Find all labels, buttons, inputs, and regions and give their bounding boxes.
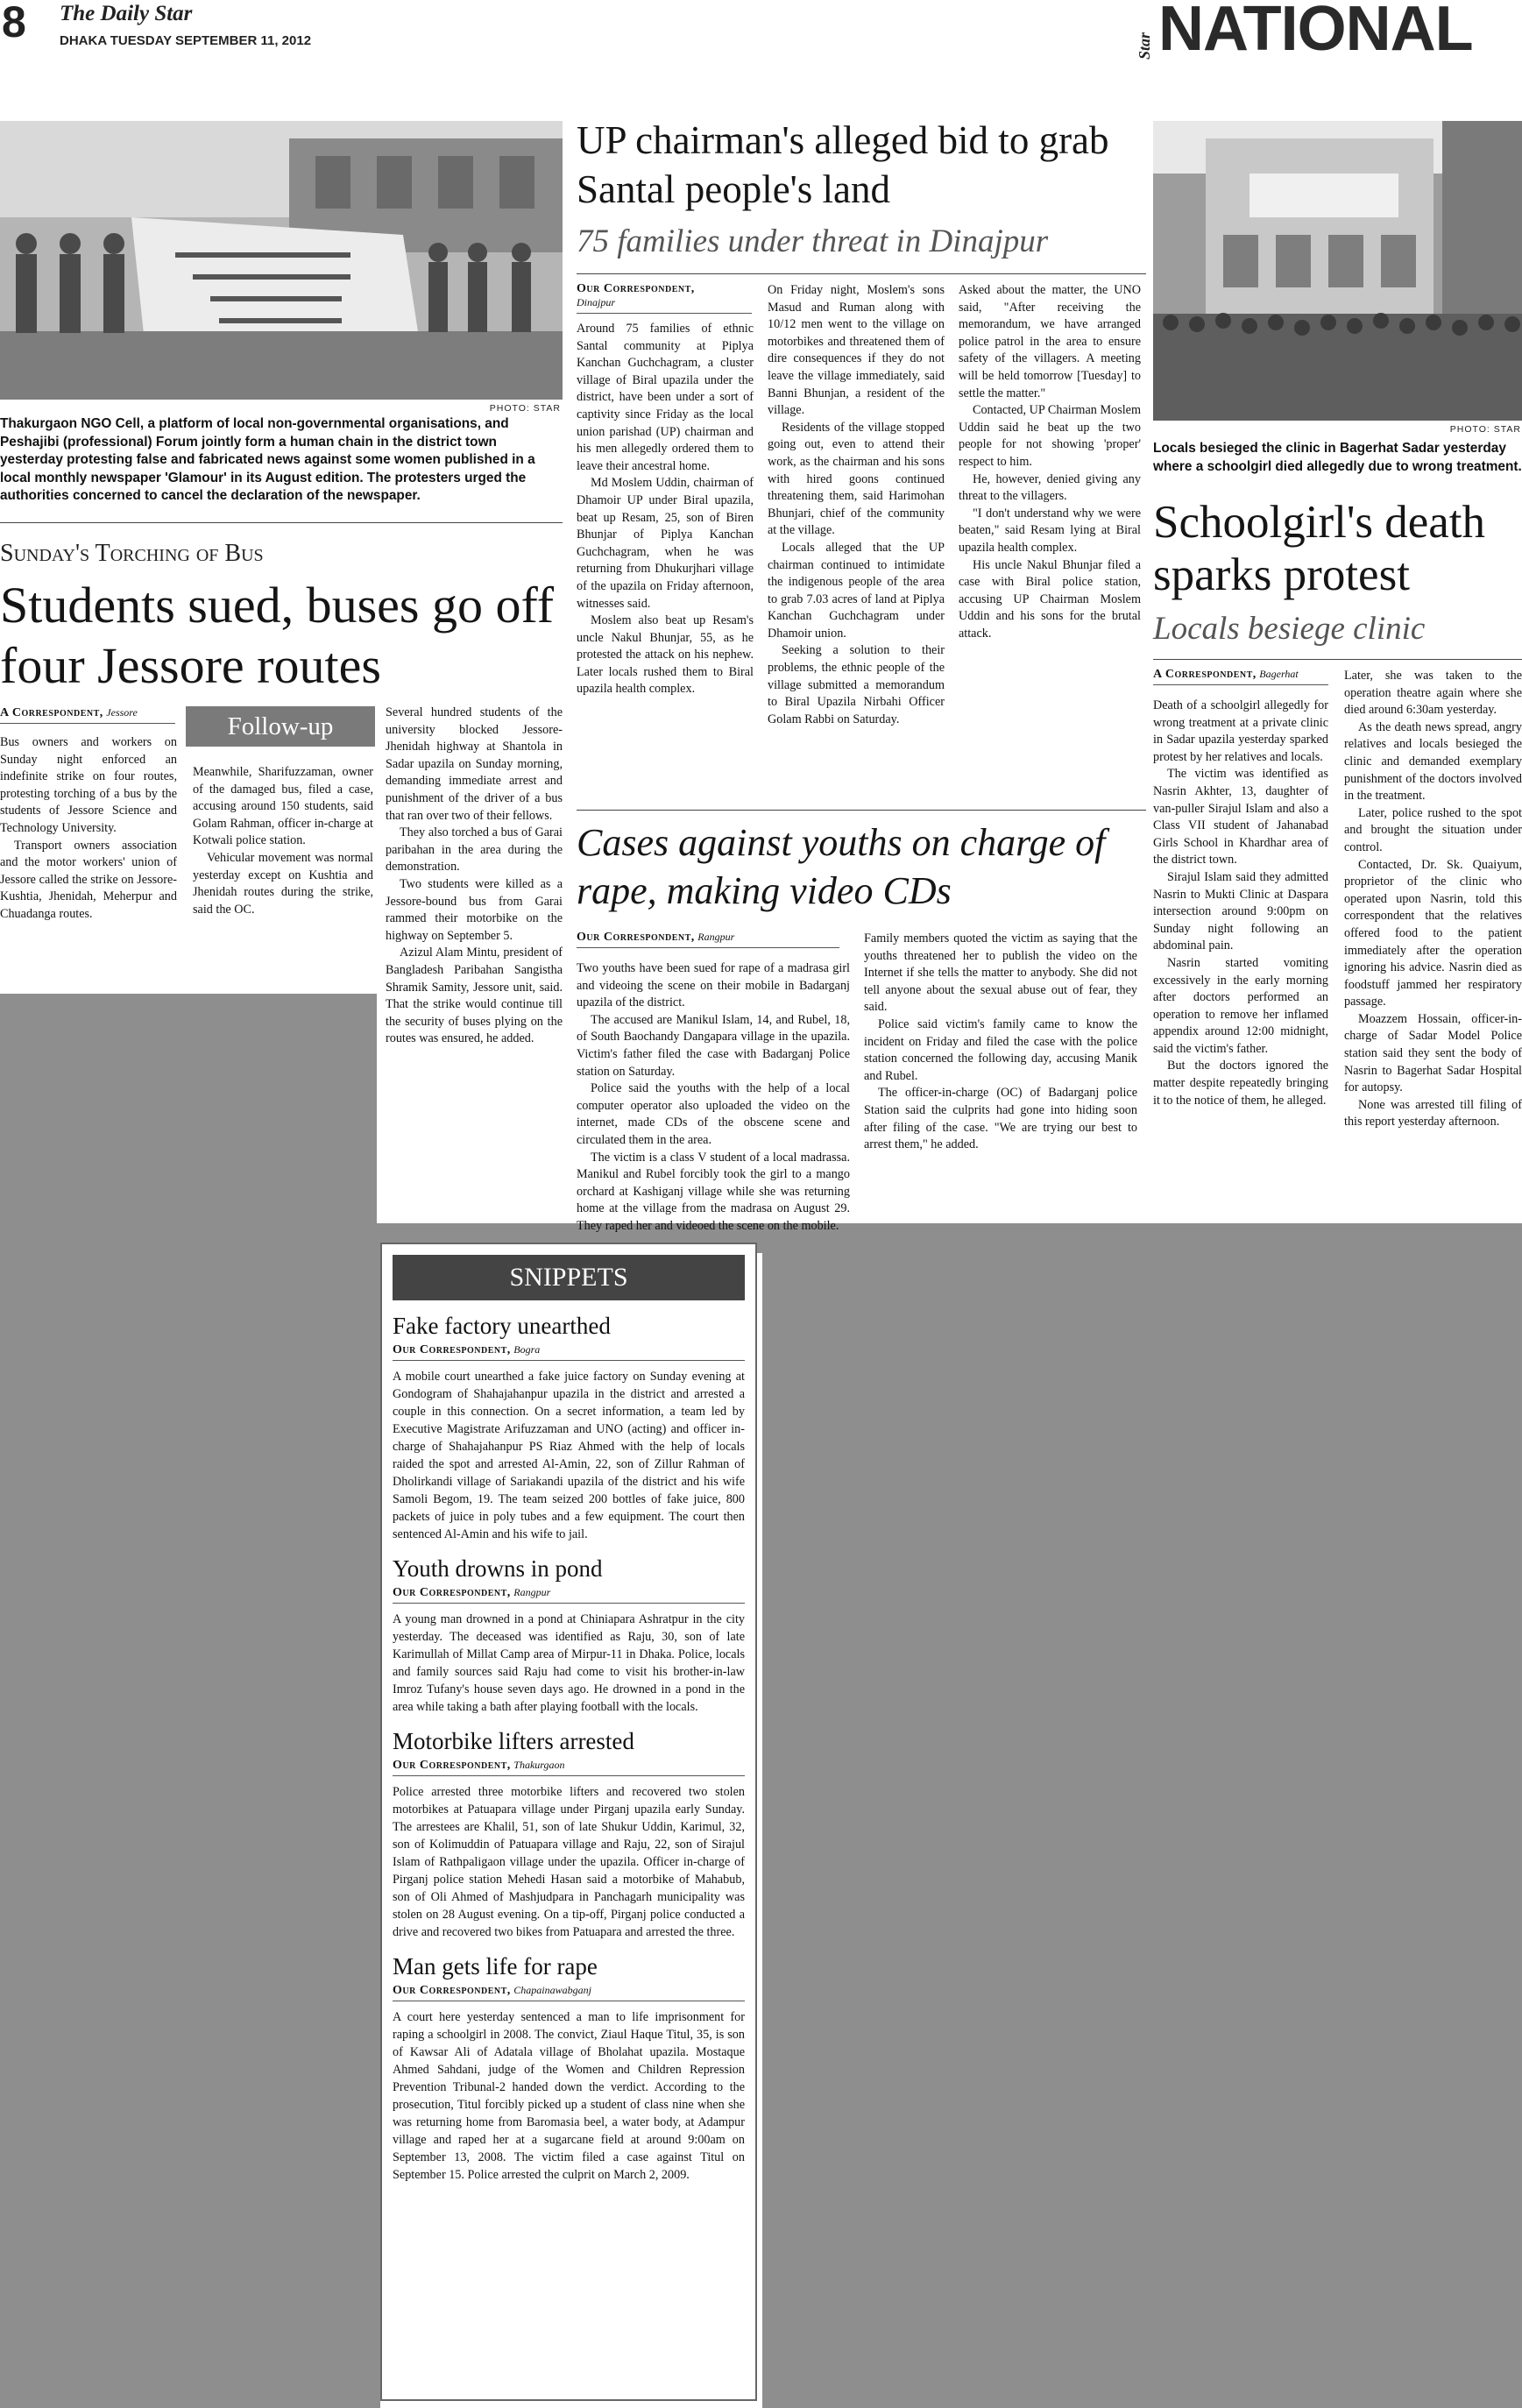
- paragraph: Locals alleged that the UP chairman continued to intimidate the indigenous people of the area to grab 7.03 acres of land at Piplya Kanchan Guchchagram under Dhamoir union.: [768, 540, 945, 641]
- paragraph: Transport owners association and the motor workers' union of Jessore called the strike on Jessore-Kushtia, Jhenidah, Meherpur and Chuadanga routes.: [0, 838, 177, 921]
- paragraph: Police said victim's family came to know the incident on Friday and filed the case with the police station concerned the following day, accusing Manik and Rubel.: [864, 1016, 1137, 1083]
- article-body: [864, 931, 1137, 1220]
- byline-location: Bogra: [513, 1343, 541, 1356]
- paragraph: The accused are Manikul Islam, 14, and Rubel, 18, of South Baochandy Dangapara village in the upazila. Victim's father filed the case with Badarganj Police station on Saturday.: [577, 1012, 850, 1079]
- byline-text: Our Correspondent,: [393, 1984, 511, 1997]
- paragraph: Bus owners and workers on Sunday night enforced an indefinite strike on four routes, protesting torching of a bus by the students of Jessore Science and Technology University.: [0, 735, 177, 835]
- article-body: [768, 282, 945, 797]
- paragraph: Sirajul Islam said they admitted Nasrin to Mukti Clinic at Daspara intersection around 9:00pm on Sunday night following an abdominal pain.: [1153, 869, 1328, 953]
- paragraph: Azizul Alam Mintu, president of Bangladesh Paribahan Sangistha Shramik Samity, Jessore unit, said. That the strike would continue till the security of buses plying on the routes was ensured, he added.: [386, 945, 563, 1046]
- follow-up-box: [186, 706, 375, 747]
- byline-location: Dinajpur: [577, 296, 616, 308]
- blank-area: [762, 1253, 1522, 2408]
- byline: [577, 931, 839, 948]
- snippet-item: [393, 1953, 745, 2184]
- paragraph: The victim is a class V student of a local madrassa. Manikul and Rubel forcibly took the girl to a mango orchard at Kashiganj village while she was returning home at the village from the madrasa on August 29. They raped her and videoed the scene on the mobile.: [577, 1150, 850, 1233]
- paragraph: Moslem also beat up Resam's uncle Nakul Bhunjar, 55, as he protested the attack on his nephew. Later locals rushed them to Biral upazila health complex.: [577, 613, 754, 697]
- byline-text: A Correspondent,: [0, 706, 103, 719]
- paragraph: They also torched a bus of Garai paribahan in the area during the demonstration.: [386, 825, 563, 875]
- byline-location: Chapainawabganj: [513, 1984, 591, 1996]
- paragraph: On Friday night, Moslem's sons Masud and Ruman along with 10/12 men went to the village on motorbikes and threatened them of dire consequences if they do not leave the village immediately, said Banni Bhunjan, a resident of the village.: [768, 283, 945, 418]
- paragraph: Moazzem Hossain, officer-in-charge of Sadar Model Police station said they sent the body of Nasrin to Bagerhat Sadar Hospital for autopsy.: [1344, 1011, 1522, 1095]
- article-body: [577, 960, 850, 1233]
- headline: UP chairman's alleged bid to grab Santal people's land: [577, 118, 1109, 211]
- paragraph: Several hundred students of the university blocked Jessore-Jhenidah highway at Shantola in Sadar upazila on Sunday morning, demanding immediate arrest and punishment of the driver of a bus that ran over two of their fellows.: [386, 705, 563, 823]
- masthead: The Daily Star: [60, 2, 193, 25]
- photo-credit: PHOTO: STAR: [489, 403, 561, 414]
- byline-location: Jessore: [106, 706, 138, 719]
- snippet-headline: Fake factory unearthed: [393, 1313, 611, 1339]
- paragraph: Later, she was taken to the operation theatre again where she died around 6:30am yesterday.: [1344, 669, 1522, 718]
- subhead: 75 families under threat in Dinajpur: [577, 223, 1049, 259]
- byline-location: Rangpur: [513, 1586, 551, 1598]
- bagerhat-photo: [1153, 121, 1522, 421]
- paragraph: Two students were killed as a Jessore-bound bus from Garai rammed their motorbike on the highway on September 5.: [386, 876, 563, 943]
- blank-area: [0, 994, 377, 2408]
- headline: Schoolgirl's death sparks protest: [1153, 497, 1486, 600]
- byline-text: A Correspondent,: [1153, 668, 1257, 681]
- paragraph: Vehicular movement was normal yesterday except on Kushtia and Jhenidah routes during the strike, said the OC.: [193, 850, 373, 917]
- snippet-headline: Motorbike lifters arrested: [393, 1728, 634, 1754]
- byline: [1153, 668, 1328, 685]
- article-body: [0, 734, 177, 994]
- byline-text: Our Correspondent,: [577, 931, 695, 944]
- paragraph: Death of a schoolgirl allegedly for wrong treatment at a private clinic in Sadar upazila yesterday sparked protest by her relatives and locals.: [1153, 698, 1328, 764]
- snippets-title: SNIPPETS: [509, 1263, 628, 1292]
- paragraph: The officer-in-charge (OC) of Badarganj police Station said the culprits had gone into hiding soon after filing of the case. "We are trying our best to arrest them," he added.: [864, 1086, 1137, 1152]
- subhead: Locals besiege clinic: [1153, 611, 1426, 647]
- snippets-box: [380, 1243, 757, 2401]
- paragraph: None was arrested till filing of this report yesterday afternoon.: [1344, 1097, 1522, 1130]
- page-number: 8: [2, 0, 26, 46]
- paragraph: Residents of the village stopped going out, even to attend their work, as the chairman and his sons with hired goons continued threatening them, said Harimohan Bhunjari, chief of the community at the village.: [768, 420, 945, 538]
- article-body: [386, 705, 563, 1222]
- snippet-item: [393, 1313, 745, 1543]
- paragraph: Md Moslem Uddin, chairman of Dhamoir UP under Biral upazila, beat up Resam, 25, son of Biren Bhunjar of Piplya Kanchan Guchchagram, when he was returning from Dhukurjhari village of the upazila on Friday afternoon, witnesses said.: [577, 476, 754, 611]
- byline: [393, 1984, 745, 2001]
- paragraph: Around 75 families of ethnic Santal community at Piplya Kanchan Guchchagram, a cluster village of Biral upazila under the district, have been under a sort of captivity since Friday as the local union parishad (UP) chairman and his men allegedly ordered them to leave their ancestral home.: [577, 322, 754, 473]
- byline: [393, 1586, 745, 1604]
- paragraph: Contacted, UP Chairman Moslem Uddin said he beat up the two people for not showing 'proper' respect to him.: [959, 403, 1141, 469]
- snippets-title-bar: [393, 1255, 745, 1300]
- byline-location: Thakurgaon: [513, 1759, 565, 1771]
- paragraph: Family members quoted the victim as saying that the youths threatened her to publish the video on the Internet if she tells the matter to anybody. She did not tell anyone about the sexual abuse out of fear, they said.: [864, 931, 1137, 1015]
- thakurgaon-photo: [0, 121, 563, 400]
- section-logo: Star: [1136, 32, 1153, 60]
- snippet-text: A court here yesterday sentenced a man to life imprisonment for raping a schoolgirl in 2008. The convict, Ziaul Haque Titul, 35, is son of Kawsar Ali of Adatala village of Bholahat upazila. Mostaque Ahmed Sahdani, judge of the Women and Children Repression Prevention Tribunal-2 handed down the verdict. According to the prosecution, Titul forcibly picked up a student of class nine when she was returning home from Baromasia beel, a water body, at Adampur village and raped her at a sugarcane field at around 9:00am on September 13, 2008. The victim filed a case against Titul on September 15. Police arrested the culprit on March 2, 2009.: [393, 2010, 745, 2182]
- byline-location: Rangpur: [697, 931, 735, 943]
- snippet-item: [393, 1728, 745, 1941]
- headline: Students sued, buses go off four Jessore routes: [0, 577, 555, 694]
- paragraph: His uncle Nakul Bhunjar filed a case with Biral police station, accusing UP Chairman Moslem Uddin and his sons for the brutal attack.: [959, 557, 1141, 641]
- article-body: [1153, 698, 1328, 1218]
- photo-caption: Locals besieged the clinic in Bagerhat Sadar yesterday where a schoolgirl died allegedly due to wrong treatment.: [1153, 441, 1522, 474]
- snippet-text: Police arrested three motorbike lifters and recovered two stolen motorbikes at Patuapara village under Pirganj upazila early Sunday. The arrestees are Khalil, 51, son of late Shukur Uddin, Karimul, 32, son of Kolimuddin of Patuapara village and Raju, 22, son of Sirajul Islam of Rathpaligaon village under the upazila. Officer in-charge of Pirganj police station Mehedi Hasan said a motorbike of Mahabub, son of Oli Ahmed of Mashjudpara in Panchagarh municipality was stolen on 28 August evening. On a tip-off, Pirganj police conducted a drive and recovered two bikes from Patuapara and arrested the three.: [393, 1785, 745, 1939]
- paragraph: The victim was identified as Nasrin Akhter, 13, daughter of van-puller Sirajul Islam and also a Class VII student of Jahanabad Girls School in Khardhar area of the district town.: [1153, 767, 1328, 868]
- paragraph: Two youths have been sued for rape of a madrasa girl and videoing the scene on their mobile in Badarganj upazila of the district.: [577, 961, 850, 1010]
- byline: [393, 1343, 745, 1361]
- paragraph: Police said the youths with the help of a local computer operator also uploaded the video on the internet, made CDs of the obscene scene and circulated them in the area.: [577, 1081, 850, 1147]
- byline: [0, 706, 175, 724]
- paragraph: Meanwhile, Sharifuzzaman, owner of the damaged bus, filed a case, accusing around 150 students, said Golam Rahman, officer in-charge at Kotwali police station.: [193, 765, 373, 848]
- paragraph: But the doctors ignored the matter despite repeatedly bringing it to the notice of them, he alleged.: [1153, 1059, 1328, 1108]
- divider: [577, 810, 1146, 811]
- paragraph: Nasrin started vomiting excessively in the early morning after doctors performed an operation to remove her inflamed appendix around 12:00 midnight, said the victim's father.: [1153, 955, 1328, 1056]
- follow-up-label: Follow-up: [227, 712, 334, 740]
- photo-credit: PHOTO: STAR: [1449, 424, 1521, 435]
- divider: [1153, 659, 1522, 660]
- byline-text: Our Correspondent,: [393, 1759, 511, 1772]
- paragraph: "I don't understand why we were beaten," said Resam lying at Biral upazila health complex.: [959, 506, 1141, 555]
- paragraph: Asked about the matter, the UNO said, "After receiving the memorandum, we have arranged police patrol in the area to ensure safety of the villagers. A meeting will be held tomorrow [Tuesday] to settle the matter.": [959, 283, 1141, 400]
- snippet-headline: Man gets life for rape: [393, 1953, 598, 1980]
- article-body: [193, 764, 373, 992]
- kicker: Sunday's Torching of Bus: [0, 540, 264, 567]
- article-body: [577, 321, 754, 797]
- snippet-text: A young man drowned in a pond at Chiniapara Ashratpur in the city yesterday. The deceased was identified as Raju, 30, son of late Karimullah of Millat Camp area of Mirpur-11 in Dhaka. Police, locals and family sources said Raju had come to visit his brother-in-law Imroz Tufany's house seven days ago. He drowned in a pond in the area while taking a bath after playing football with the locals.: [393, 1612, 745, 1714]
- paragraph: Seeking a solution to their problems, the ethnic people of the village submitted a memorandum to Biral Upazila Nirbahi Officer Golam Rabbi on Saturday.: [768, 643, 945, 726]
- dateline: DHAKA TUESDAY SEPTEMBER 11, 2012: [60, 33, 312, 48]
- paragraph: As the death news spread, angry relatives and locals besieged the clinic and demanded exemplary punishment of the doctors involved in the treatment.: [1344, 719, 1522, 804]
- paragraph: Later, police rushed to the spot and brought the situation under control.: [1344, 805, 1522, 854]
- byline-text: Our Correspondent,: [393, 1343, 511, 1356]
- headline: Cases against youths on charge of rape, making video CDs: [577, 821, 1106, 912]
- byline: [393, 1759, 745, 1776]
- paragraph: He, however, denied giving any threat to the villagers.: [959, 471, 1141, 504]
- article-body: [959, 282, 1141, 797]
- snippet-headline: Youth drowns in pond: [393, 1555, 603, 1582]
- snippet-text: A mobile court unearthed a fake juice factory on Sunday evening at Gondogram of Shahajahanpur upazila in the district and arrested a couple in this connection. On a secret information, a team led by Executive Magistrate Arifuzzaman and UNO (acting) and officer in-charge of Shahajahanpur PS Riaz Ahmed with the help of locals raided the spot and arrested Al-Amin, 22, son of Zillur Rahman of Dholirkandi village of Sariakandi upazila of the district and his wife Samoli Begom, 19. The team seized 200 bottles of fake juice, 800 packets of juice in poly tubes and a few equipment. The court then sentenced Al-Amin and his wife to jail.: [393, 1370, 745, 1541]
- byline-location: Bagerhat: [1259, 668, 1299, 680]
- byline: [577, 282, 752, 314]
- paragraph: Contacted, Dr. Sk. Quaiyum, proprietor of the clinic who operated upon Nasrin, told this correspondent that the relatives offered food to the patient immediately after the operation ignoring his advice. Nasrin died as foodstuff jammed her respiratory passage.: [1344, 857, 1522, 1009]
- divider: [0, 522, 563, 523]
- section-title: NATIONAL: [1158, 0, 1473, 64]
- snippet-item: [393, 1555, 745, 1716]
- divider: [577, 273, 1146, 274]
- page-header: [0, 0, 1522, 64]
- article-body: [1344, 668, 1522, 1218]
- byline-text: Our Correspondent,: [393, 1586, 511, 1599]
- photo-caption: Thakurgaon NGO Cell, a platform of local non-governmental organisations, and Peshajibi (professional) Forum jointly form a human chain in the district town yesterday protesting false and fabricated news against some women published in a local monthly newspaper 'Glamour' in its August edition. The protesters urged the authorities concerned to cancel the declaration of the newspaper.: [0, 416, 535, 503]
- byline-text: Our Correspondent,: [577, 282, 695, 295]
